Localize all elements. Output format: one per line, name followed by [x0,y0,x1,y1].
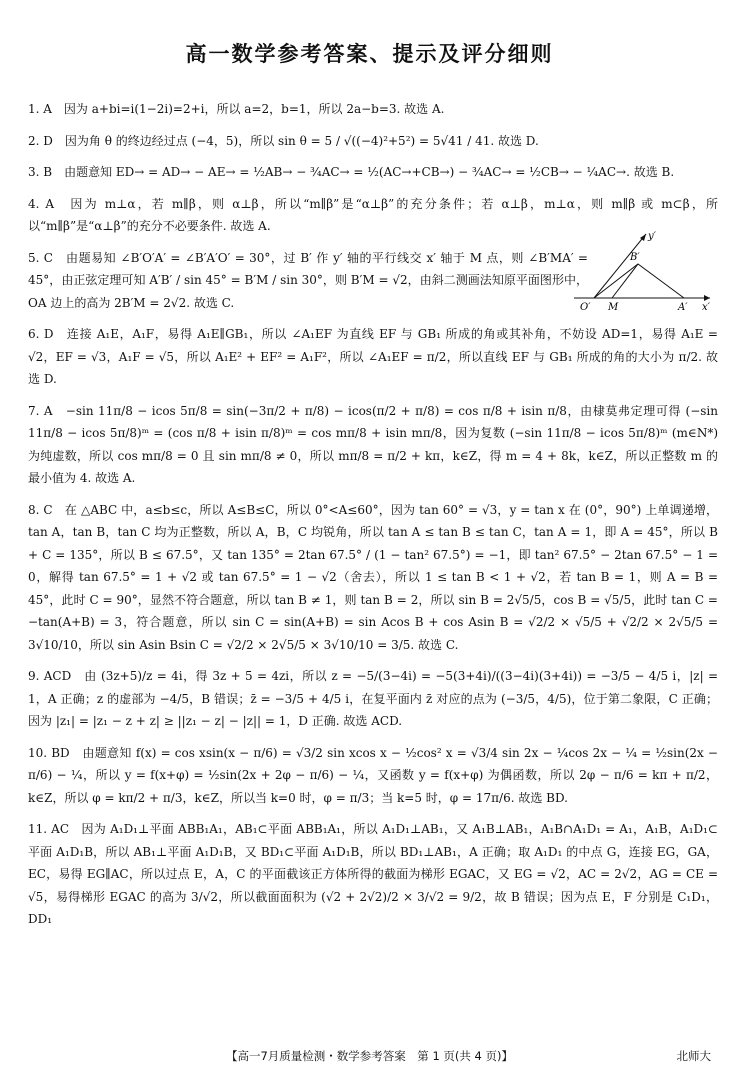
page-title: 高一数学参考答案、提示及评分细则 [185,42,554,66]
answer-item-8: 8. C 在 △ABC 中，a≤b≤c，所以 A≤B≤C，所以 0°<A≤60°，因为 tan 60° = √3，y = tan x 在 (0°，90°) 上单调递增，tan A，tan B，tan C 均为正整数，所以 A，B，C 均锐角，所以 tan A ≤ tan B ≤ tan C，tan A = 1，即 A = 45°，所以 B + C = 135°，所以 B ≤ 67.5°，又 tan 135° = 2tan 67.5° / (1 − tan² 67.5°) = −1，即 tan² 67.5° − 2tan 67.5° − 1 = 0，解得 tan 67.5° = 1 + √2 或 tan 67.5° = 1 − √2（舍去），所以 1 ≤ tan B < 1 + √2，若 tan B = 1，则 A = B = 45°，此时 C = 90°，显然不符合题意，所以 tan B ≠ 1，则 tan B = 2，所以 sin B = 2√5/5，cos B = √5/5，此时 tan C = −tan(A+B) = 3，符合题意，所以 sin C = sin(A+B) = sin Acos B + cos Asin B = √2/2 × √5/5 + √2/2 × 2√5/5 = 3√10/10，所以 sin Asin Bsin C = √2/2 × 2√5/5 × 3√10/10 = 3/5. 故选 C. [28,502,718,652]
answer-item-5: 5. C 由题易知 ∠B′O′A′ = ∠B′A′O′ = 30°，过 B′ 作 y′ 轴的平行线交 x′ 轴于 M 点，则 ∠B′MA′ = 45°，由正弦定理可知 A′B′ / sin 45° = B′M / sin 30°，则 B′M = √2，由斜二测画法知原平面图形中，OA 边上的高为 2B′M = 2√2. 故选 C. [28,250,588,310]
answer-item-10: 10. BD 由题意知 f(x) = cos xsin(x − π/6) = √3/2 sin xcos x − ½cos² x = √3/4 sin 2x − ¼cos 2x − ¼ = ½sin(2x − π/6) − ¼，所以 y = f(x+φ) = ½sin(2x + 2φ − π/6) − ¼，又函数 y = f(x+φ) 为偶函数，所以 2φ − π/6 = kπ + π/2，k∈Z，所以 φ = kπ/2 + π/3，k∈Z，所以当 k=0 时，φ = π/3；当 k=5 时，φ = 17π/6. 故选 BD. [28,745,718,805]
label-b-prime: B′ [630,252,640,263]
label-m: M [608,302,619,312]
answer-item-4: 4. A 因为 m⊥α，若 m∥β，则 α⊥β，所以“m∥β”是“α⊥β”的充分条件；若 α⊥β，m⊥α，则 m∥β 或 m⊂β，所以“m∥β”是“α⊥β”的充分不必要条件. 故选 A. [28,196,718,233]
page-footer [0,1048,739,1068]
answer-item-1: 1. A 因为 a+bi=i(1−2i)=2+i，所以 a=2，b=1，所以 2a−b=3. 故选 A. [28,102,445,116]
label-y-prime: y′ [648,231,656,242]
label-o-prime: O′ [580,302,591,312]
figure-svg [572,228,714,312]
answer-item-11: 11. AC 因为 A₁D₁⊥平面 ABB₁A₁，AB₁⊂平面 ABB₁A₁，所以 A₁D₁⊥AB₁，又 A₁B⊥AB₁，A₁B∩A₁D₁ = A₁，A₁B，A₁D₁⊂平面 A₁D₁B，所以 AB₁⊥平面 A₁D₁B，又 BD₁⊂平面 A₁D₁B，所以 BD₁⊥AB₁，A 正确；取 A₁D₁ 的中点 G，连接 EG，GA，EC，易得 EG∥AC，所以过点 E，A，C 的平面截该正方体所得的截面为梯形 EGAC，又 EG = √2，AC = 2√2，AG = CE = √5，易得梯形 EGAC 的高为 3/√2，所以截面面积为 (√2 + 2√2)/2 × 3/√2 = 9/2，故 B 错误；因为点 E，F 分别是 C₁D₁，DD₁ [28,822,718,926]
answer-item-6: 6. D 连接 A₁E，A₁F，易得 A₁E∥GB₁，所以 ∠A₁EF 为直线 EF 与 GB₁ 所成的角或其补角，不妨设 AD=1，易得 A₁E = √2，EF = √3，A₁F = √5，所以 A₁E² + EF² = A₁F²，所以 ∠A₁EF = π/2，所以直线 EF 与 GB₁ 所成的角的大小为 π/2. 故选 D. [28,327,718,386]
x-axis-arrow-icon [704,295,710,301]
answer-item-3: 3. B 由题意知 ED→ = AD→ − AE→ = ½AB→ − ¾AC→ = ½(AC→+CB→) − ¾AC→ = ½CB→ − ¼AC→. 故选 B. [28,165,675,179]
answer-item-7: 7. A −sin 11π/8 − icos 5π/8 = sin(−3π/2 + π/8) − icos(π/2 + π/8) = cos π/8 + isin π/8，由棣莫弗定理可得 (−sin 11π/8 − icos 5π/8)ᵐ = (cos π/8 + isin π/8)ᵐ = cos mπ/8 + isin mπ/8，因为复数 (−sin 11π/8 − icos 5π/8)ᵐ (m∈N*) 为纯虚数，所以 cos mπ/8 = 0 且 sin mπ/8 ≠ 0，所以 mπ/8 = π/2 + kπ，k∈Z，得 m = 4 + 8k，k∈Z，所以正整数 m 的最小值为 4. 故选 A. [28,403,718,485]
answer-item-2: 2. D 因为角 θ 的终边经过点 (−4，5)，所以 sin θ = 5 / √((−4)²+5²) = 5√41 / 41. 故选 D. [28,133,539,148]
oblique-projection-figure [572,228,714,312]
y-axis-line [594,234,646,298]
label-a-prime: A′ [678,302,688,312]
answer-item-9: 9. ACD 由 (3z+5)/z = 4i，得 3z + 5 = 4zi，所以 z = −5/(3−4i) = −5(3+4i)/((3−4i)(3+4i)) = −3/5 − 4/5 i，|z| = 1，A 正确；z 的虚部为 −4/5，B 错误；z̄ = −3/5 + 4/5 i，在复平面内 z̄ 对应的点为 (−3/5，4/5)，位于第二象限，C 正确；因为 |z₁| = |z₁ − z + z| ≥ ||z₁ − z| − |z|| = 1，D 正确. 故选 ACD. [28,669,718,728]
label-x-prime: x′ [702,302,710,312]
answers-list [28,98,718,940]
footer-page-info: 【高一7月质量检测・数学参考答案 第 1 页(共 4 页)】 [225,1049,514,1063]
footer-edition: 北师大 [676,1049,711,1063]
